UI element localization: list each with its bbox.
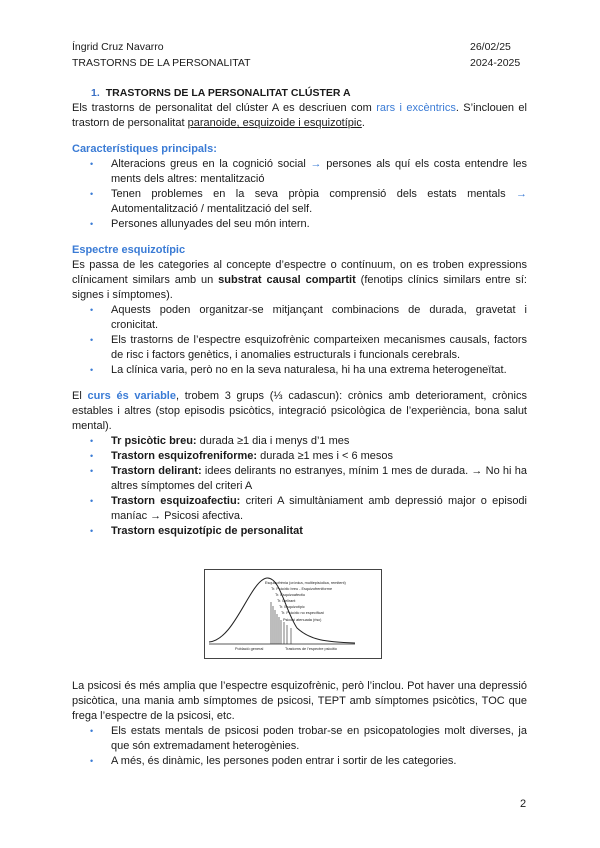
header-date: 26/02/25 xyxy=(470,41,511,53)
list-item: • Tenen problemes en la seva pròpia comprensió dels estats mentals → Automentalització / mentalització del self. xyxy=(104,187,527,217)
section-heading xyxy=(91,86,527,101)
fig-label: Tr. Delirant xyxy=(277,599,296,603)
fig-label: Trastorns de l’espectre psicòtic xyxy=(285,647,338,651)
fig-label: Tr. Psicòtic breu - Esquizofreniforme xyxy=(271,587,333,591)
closing-content xyxy=(72,679,527,769)
author-name: Íngrid Cruz Navarro xyxy=(72,41,164,53)
list-item: • La clínica varia, però no en la seva naturalesa, hi ha una extrema heterogeneïtat. xyxy=(104,363,527,378)
course-paragraph: El curs és variable, trobem 3 grups (⅓ cadascun): crònics amb deteriorament, crònics estables i altres (stop episodis psicòtics, integració psicològica de l’experiència, bona salut mental). xyxy=(72,390,527,432)
fig-label: Tr. Esquizoafectiu xyxy=(275,593,306,597)
list-item: • Trastorn esquizoafectiu: criteri A simultàniament amb depressió major o episodi maníac → Psicosi afectiva. xyxy=(104,494,527,524)
list-item: • Trastorn esquizofreniforme: durada ≥1 mes i < 6 mesos xyxy=(104,449,527,464)
spectrum-heading: Espectre esquizotípic xyxy=(72,244,186,256)
section-number: 1. xyxy=(91,87,100,99)
list-item: • Persones allunyades del seu món intern. xyxy=(104,217,527,232)
spectrum-paragraph: Es passa de les categories al concepte d’espectre o contínuum, on es troben expressions clínicament similars amb un substrat causal compartit (fenotips clínics similars entre sí: signes i símptomes). xyxy=(72,259,527,301)
header-year: 2024-2025 xyxy=(470,57,521,69)
header-right xyxy=(470,41,520,73)
page-number: 2 xyxy=(520,798,527,810)
highlight-rare: rars i excèntrics xyxy=(376,102,456,114)
list-item: • Trastorn esquizotípic de personalitat xyxy=(104,524,527,539)
fig-label: Població general xyxy=(235,647,264,651)
spectrum-list xyxy=(104,303,527,378)
list-item: • Els trastorns de l’espectre esquizofrènic comparteixen mecanismes causals, factors de risc i factors genètics, i anomalies estructurals i funcionals cerebrals. xyxy=(104,333,527,363)
section-title: TRASTORNS DE LA PERSONALITAT CLÚSTER A xyxy=(105,87,351,99)
list-item: • Trastorn delirant: idees delirants no estranyes, mínim 1 mes de durada. → No hi ha altres símptomes del criteri A xyxy=(104,464,527,494)
main-content xyxy=(72,86,527,539)
course-list xyxy=(104,434,527,539)
fig-label: Tr. Psicòtic no especificat xyxy=(281,611,324,615)
subject-title: TRASTORNS DE LA PERSONALITAT xyxy=(72,57,251,69)
spectrum-curve-svg xyxy=(205,570,381,658)
psychosis-spectrum-figure xyxy=(204,569,382,659)
closing-paragraph: La psicosi és més amplia que l’espectre esquizofrènic, però l’inclou. Pot haver una depressió psicòtica, una mania amb símptomes de psicosi, TEPT amb símptomes psicòtics, TOC que frega l’espectre de la psicosi, etc. xyxy=(72,680,527,722)
fig-label: Esquizofrènia (crònica, multiepisòdica, remitent) xyxy=(265,581,346,585)
list-item: • Aquests poden organitzar-se mitjançant combinacions de durada, gravetat i cronicitat. xyxy=(104,303,527,333)
closing-list xyxy=(104,724,527,769)
intro-paragraph: Els trastorns de personalitat del clúster A es descriuen com rars i excèntrics. S’inclouen el trastorn de personalitat paranoide, esquizoide i esquizotípic. xyxy=(72,102,527,129)
fig-label: Psicosi atenuada (risc) xyxy=(283,618,322,622)
list-item: • A més, és dinàmic, les persones poden entrar i sortir de les categories. xyxy=(104,754,527,769)
characteristics-heading: Característiques principals: xyxy=(72,143,217,155)
characteristics-list xyxy=(104,157,527,232)
underline-types: paranoide, esquizoide i esquizotípic xyxy=(187,117,362,129)
highlight-course: curs és variable xyxy=(87,390,176,402)
list-item: • Els estats mentals de psicosi poden trobar-se en psicopatologies molt diverses, ja que són extremadament heterogènies. xyxy=(104,724,527,754)
list-item: • Tr psicòtic breu: durada ≥1 dia i menys d’1 mes xyxy=(104,434,527,449)
header-left xyxy=(72,41,251,73)
list-item: • Alteracions greus en la cognició social → persones als quí els costa entendre les ments dels altres: mentalització xyxy=(104,157,527,187)
fig-label: Tr. Esquizotípic xyxy=(279,605,305,609)
